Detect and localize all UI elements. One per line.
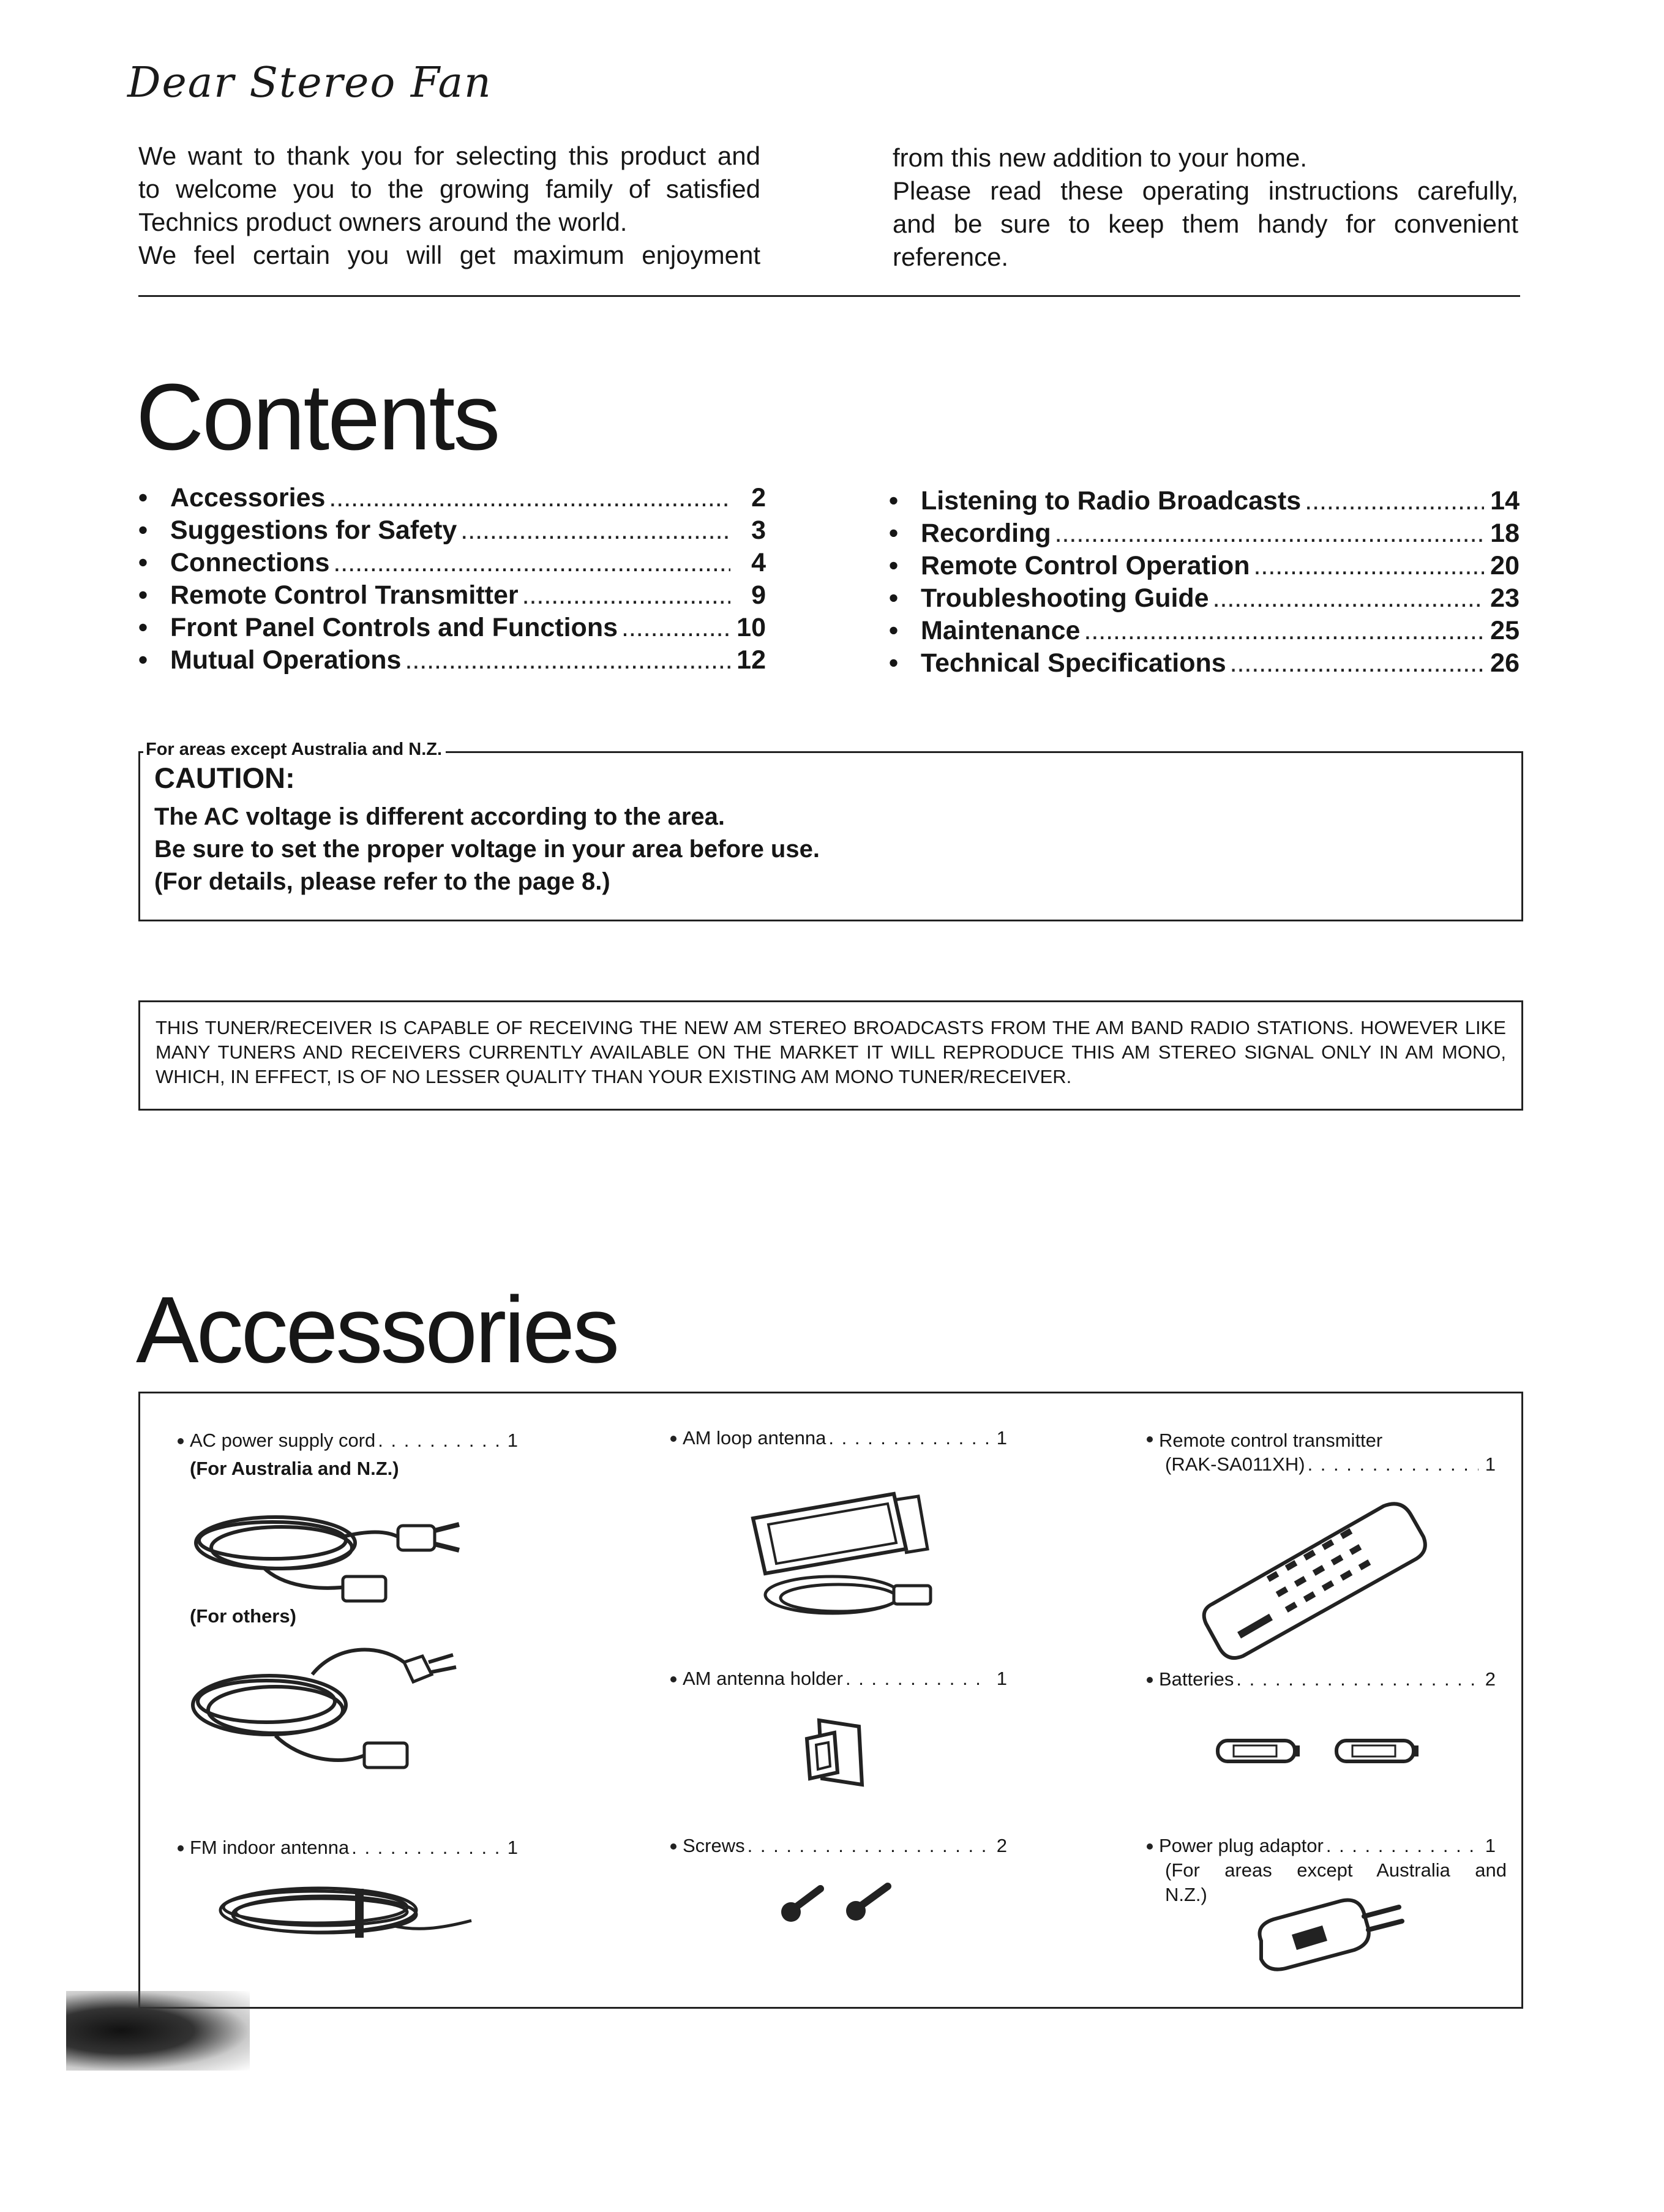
am-stereo-notice: THIS TUNER/RECEIVER IS CAPABLE OF RECEIVING THE NEW AM STEREO BROADCASTS FROM THE AM BAND RADIO STATIONS. HOWEVER LIKE MANY TUNERS AND RECEIVERS CURRENTLY AVAILABLE ON THE MARKET IT WILL REPRODUCE THIS AM STEREO SIGNAL ONLY IN AM MONO, WHICH, IN EFFECT, IS OF NO LESSER QUALITY THAN YOUR EXISTING AM MONO TUNER/RECEIVER. (156, 1017, 1506, 1087)
intro-line: Please read these operating instructions carefully, (893, 176, 1518, 205)
adaptor-note-line: (For areas except Australia and (1165, 1859, 1507, 1881)
ac-cord-au-illustration (184, 1494, 471, 1610)
toc-entry-connections[interactable]: • Connections . . . 4 (138, 547, 766, 579)
greeting-heading: Dear Stereo Fan (127, 59, 492, 107)
batteries-illustration (1215, 1736, 1423, 1766)
accessory-am-loop-antenna: AM loop antenna . . . 1 (670, 1426, 1007, 1450)
toc-entry-troubleshooting[interactable]: • Troubleshooting Guide . . . 23 (889, 582, 1520, 615)
accessory-screws: Screws . . . 2 (670, 1834, 1007, 1858)
toc-entry-radio[interactable]: • Listening to Radio Broadcasts . . . 14 (889, 485, 1520, 517)
toc-entry-remote-transmitter[interactable]: • Remote Control Transmitter . . . 9 (138, 579, 766, 612)
toc-entry-accessories[interactable]: • Accessories . . . 2 (138, 482, 766, 514)
intro-line: We want to thank you for selecting this product and (138, 141, 760, 170)
caution-line: Be sure to set the proper voltage in your area before use. (154, 836, 820, 863)
power-plug-adaptor-illustration (1249, 1892, 1408, 1978)
intro-right-column (893, 141, 1518, 274)
intro-line: from this new addition to your home. (893, 143, 1308, 172)
intro-line: reference. (893, 242, 1009, 271)
ac-cord-note-others: (For others) (190, 1605, 296, 1627)
ac-cord-note-au: (For Australia and N.Z.) (190, 1458, 399, 1479)
am-loop-antenna-illustration (741, 1482, 949, 1629)
toc-entry-remote-operation[interactable]: • Remote Control Operation . . . 20 (889, 550, 1520, 582)
am-antenna-holder-illustration (801, 1714, 874, 1794)
toc-entry-front-panel[interactable]: • Front Panel Controls and Functions . . . 10 (138, 612, 766, 644)
scan-artifact (66, 1991, 250, 2071)
accessory-am-antenna-holder: AM antenna holder . . . 1 (670, 1666, 1007, 1691)
contents-title: Contents (136, 364, 499, 470)
caution-line: The AC voltage is different according to the area. (154, 803, 725, 830)
accessory-power-plug-adaptor: Power plug adaptor . . . 1 (1147, 1834, 1496, 1858)
intro-divider (138, 295, 1520, 297)
caution-legend: For areas except Australia and N.Z. (143, 740, 446, 760)
accessory-batteries: Batteries . . . 2 (1147, 1667, 1496, 1692)
toc-entry-recording[interactable]: • Recording . . . 18 (889, 517, 1520, 550)
accessories-title: Accessories (136, 1277, 618, 1382)
toc-entry-maintenance[interactable]: • Maintenance . . . 25 (889, 615, 1520, 647)
toc-entry-safety[interactable]: • Suggestions for Safety . . . 3 (138, 514, 766, 547)
accessory-ac-cord: AC power supply cord . . . 1 (178, 1428, 518, 1453)
toc-right-column (889, 485, 1520, 680)
accessory-remote-model: (RAK-SA011XH) . . . 1 (1165, 1452, 1496, 1477)
intro-line: to welcome you to the growing family of satisfied (138, 174, 760, 203)
accessory-remote-name: Remote control transmitter (1147, 1428, 1382, 1453)
caution-line: (For details, please refer to the page 8.) (154, 868, 610, 895)
caution-text (154, 801, 820, 898)
intro-line: and be sure to keep them handy for convenient (893, 209, 1518, 238)
toc-entry-specifications[interactable]: • Technical Specifications . . . 26 (889, 647, 1520, 680)
fm-antenna-illustration (208, 1870, 496, 1956)
ac-cord-others-illustration (184, 1638, 465, 1772)
remote-control-illustration (1200, 1488, 1433, 1659)
caution-title: CAUTION: (154, 762, 295, 794)
accessory-fm-antenna: FM indoor antenna . . . 1 (178, 1835, 518, 1860)
intro-left-column (138, 140, 760, 272)
intro-line: Technics product owners around the world. (138, 208, 628, 236)
toc-entry-mutual-operations[interactable]: • Mutual Operations . . . 12 (138, 644, 766, 677)
screws-illustration (778, 1876, 900, 1932)
toc-left-column (138, 482, 766, 677)
intro-line: We feel certain you will get maximum enjoyment (138, 241, 760, 269)
adaptor-note-line: N.Z.) (1165, 1884, 1207, 1905)
